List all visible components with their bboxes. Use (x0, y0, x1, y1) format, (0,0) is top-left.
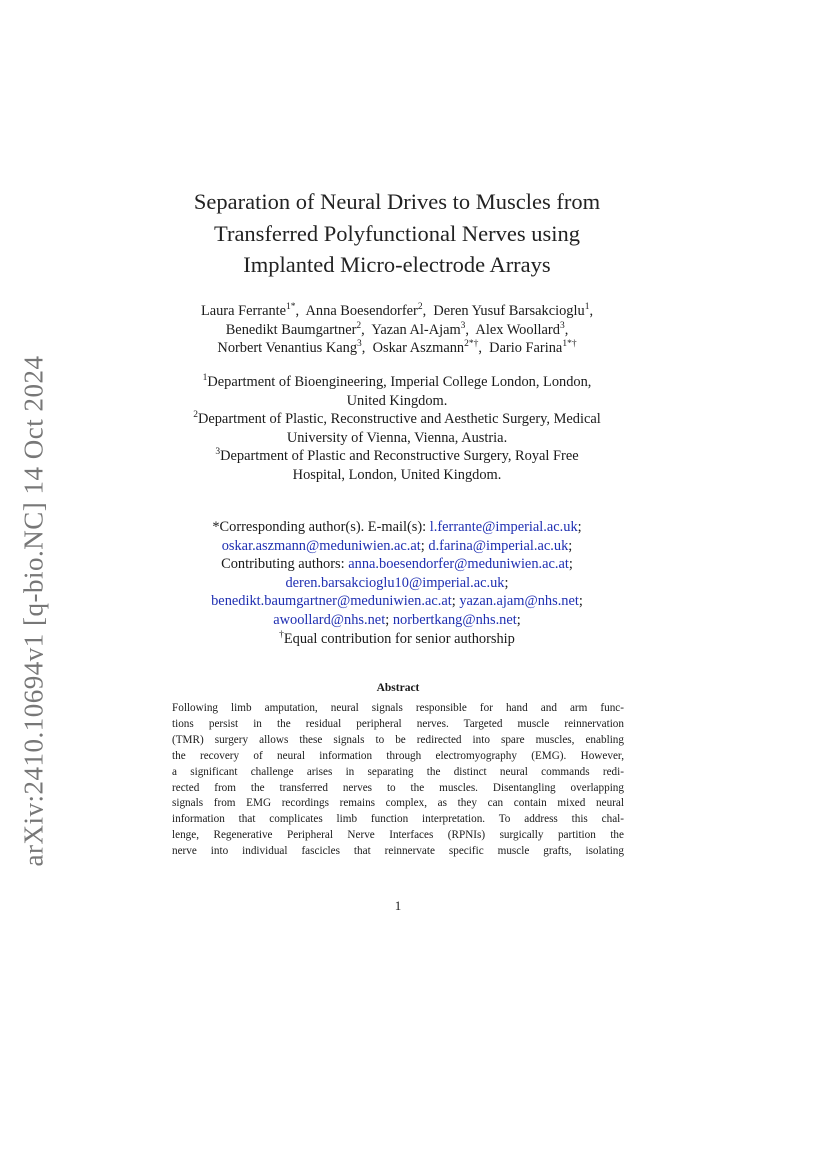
corresponding-label: *Corresponding author(s). E-mail(s): (212, 519, 427, 535)
affiliation-text: Department of Bioengineering, Imperial College London, London, (207, 374, 592, 390)
abstract-heading: Abstract (376, 682, 420, 694)
abstract-line: nerve into individual fascicles that reinnervate specific muscle grafts, isolating (172, 845, 624, 858)
affiliation-mark: 3 (215, 447, 221, 458)
author-mark: 1*† (562, 339, 577, 350)
author-name: Yazan Al-Ajam (371, 321, 461, 338)
affiliation-line: Hospital, London, United Kingdom. (292, 466, 502, 483)
title-line: Implanted Micro-electrode Arrays (243, 252, 551, 277)
dagger-mark: † (279, 629, 284, 640)
email-link[interactable]: anna.boesendorfer@meduniwien.ac.at (348, 556, 569, 573)
equal-contribution-note: Equal contribution for senior authorship (283, 630, 515, 647)
affiliation-line: United Kingdom. (346, 392, 448, 409)
author-mark: 3 (357, 339, 362, 350)
contact-line: oskar.aszmann@meduniwien.ac.at; d.farina@imperial.ac.uk; (221, 537, 573, 554)
abstract-line: lenge, Regenerative Peripheral Nerve Interfaces (RPNIs) surgically partition the (172, 829, 624, 842)
page-number: 1 (394, 898, 402, 913)
affiliation-line: University of Vienna, Vienna, Austria. (286, 429, 508, 446)
arxiv-identifier-stamp (14, 352, 54, 870)
affiliation-line (140, 447, 654, 466)
author-name: Alex Woollard (475, 321, 560, 338)
abstract-line: a significant challenge arises in separating the distinct neural commands redi- (172, 765, 624, 778)
affiliation-line (140, 410, 654, 429)
abstract-line: tions persist in the residual peripheral nerves. Targeted muscle reinnervation (172, 717, 624, 730)
affiliation-mark: 2 (193, 410, 198, 421)
abstract-body (172, 701, 624, 860)
email-link[interactable]: norbertkang@nhs.net (392, 611, 517, 628)
paper-title (160, 186, 634, 281)
affiliation-text: Department of Plastic and Reconstructive Surgery, Royal Free (220, 448, 579, 465)
title-line: Transferred Polyfunctional Nerves using (214, 220, 580, 246)
abstract-line: rected from the transferred nerves to the muscles. Disentangling overlapping (172, 781, 624, 794)
email-link[interactable]: benedikt.baumgartner@meduniwien.ac.at (211, 593, 452, 610)
author-name: Anna Boesendorfer (305, 303, 418, 319)
affiliation-list (140, 373, 654, 485)
abstract-line: information that complicates limb function interpretation. To address this chal- (172, 813, 624, 826)
contact-line: benedikt.baumgartner@meduniwien.ac.at; yazan.ajam@nhs.net; (211, 593, 583, 610)
affiliation-text: Department of Plastic, Reconstructive and Aesthetic Surgery, Medical (197, 411, 601, 428)
author-mark: 1* (286, 302, 296, 312)
author-line: Laura Ferrante$^{1*}$, Anna Boesendorfer$^2$, Deren Yusuf Barsakcioglu$^1$, (200, 302, 594, 319)
email-link[interactable]: deren.barsakcioglu10@imperial.ac.uk (285, 574, 505, 591)
author-name: Dario Farina (489, 340, 563, 357)
contact-line: deren.barsakcioglu10@imperial.ac.uk; (285, 574, 509, 591)
author-list (140, 302, 654, 358)
contact-line: *Corresponding author(s). E-mail(s): l.ferrante@imperial.ac.uk; (212, 519, 582, 535)
author-mark: 3 (559, 320, 565, 331)
author-mark: 1 (584, 302, 590, 312)
title-line: Separation of Neural Drives to Muscles from (193, 189, 601, 214)
author-line: Benedikt Baumgartner$^2$, Yazan Al-Ajam$^3$, Alex Woollard$^3$, (225, 320, 569, 338)
author-mark: 2 (356, 320, 362, 331)
abstract-line: (TMR) surgery allows these signals to be redirected into spare muscles, enabling (172, 733, 624, 746)
author-name: Oskar Aszmann (372, 340, 465, 357)
abstract-line: Following limb amputation, neural signals responsible for hand and arm func- (172, 702, 624, 714)
author-mark: 2*† (464, 339, 479, 350)
email-link[interactable]: awoollard@nhs.net (273, 611, 386, 628)
email-link[interactable]: d.farina@imperial.ac.uk (428, 537, 569, 554)
author-name: Benedikt Baumgartner (225, 321, 357, 338)
abstract-line: signals from EMG recordings remains complex, as they can contain mixed neural (172, 797, 624, 810)
email-link[interactable]: l.ferrante@imperial.ac.uk (429, 519, 578, 535)
author-line: Norbert Venantius Kang$^3$, Oskar Aszmann$^{2*\dagger}$, Dario Farina$^{1*\dagger}$ (217, 339, 577, 357)
arxiv-identifier-text: arXiv:2410.10694v1 [q-bio.NC] 14 Oct 2024 (18, 355, 49, 867)
contributing-label: Contributing authors: (221, 556, 345, 573)
contact-line: awoollard@nhs.net; norbertkang@nhs.net; (273, 611, 521, 628)
contact-line (140, 630, 654, 649)
author-name: Norbert Venantius Kang (217, 340, 358, 357)
contact-line: Contributing authors: anna.boesendorfer@meduniwien.ac.at; (221, 556, 573, 573)
affiliation-line (140, 373, 654, 392)
author-mark: 3 (460, 320, 466, 331)
email-link[interactable]: yazan.ajam@nhs.net (459, 593, 579, 610)
affiliation-mark: 1 (202, 373, 208, 383)
author-name: Deren Yusuf Barsakcioglu (433, 303, 585, 319)
author-name: Laura Ferrante (200, 303, 287, 319)
contact-block (140, 518, 654, 648)
email-link[interactable]: oskar.aszmann@meduniwien.ac.at (221, 537, 421, 554)
abstract-line: the recovery of neural information through electromyography (EMG). However, (172, 749, 624, 762)
author-mark: 2 (417, 302, 423, 312)
